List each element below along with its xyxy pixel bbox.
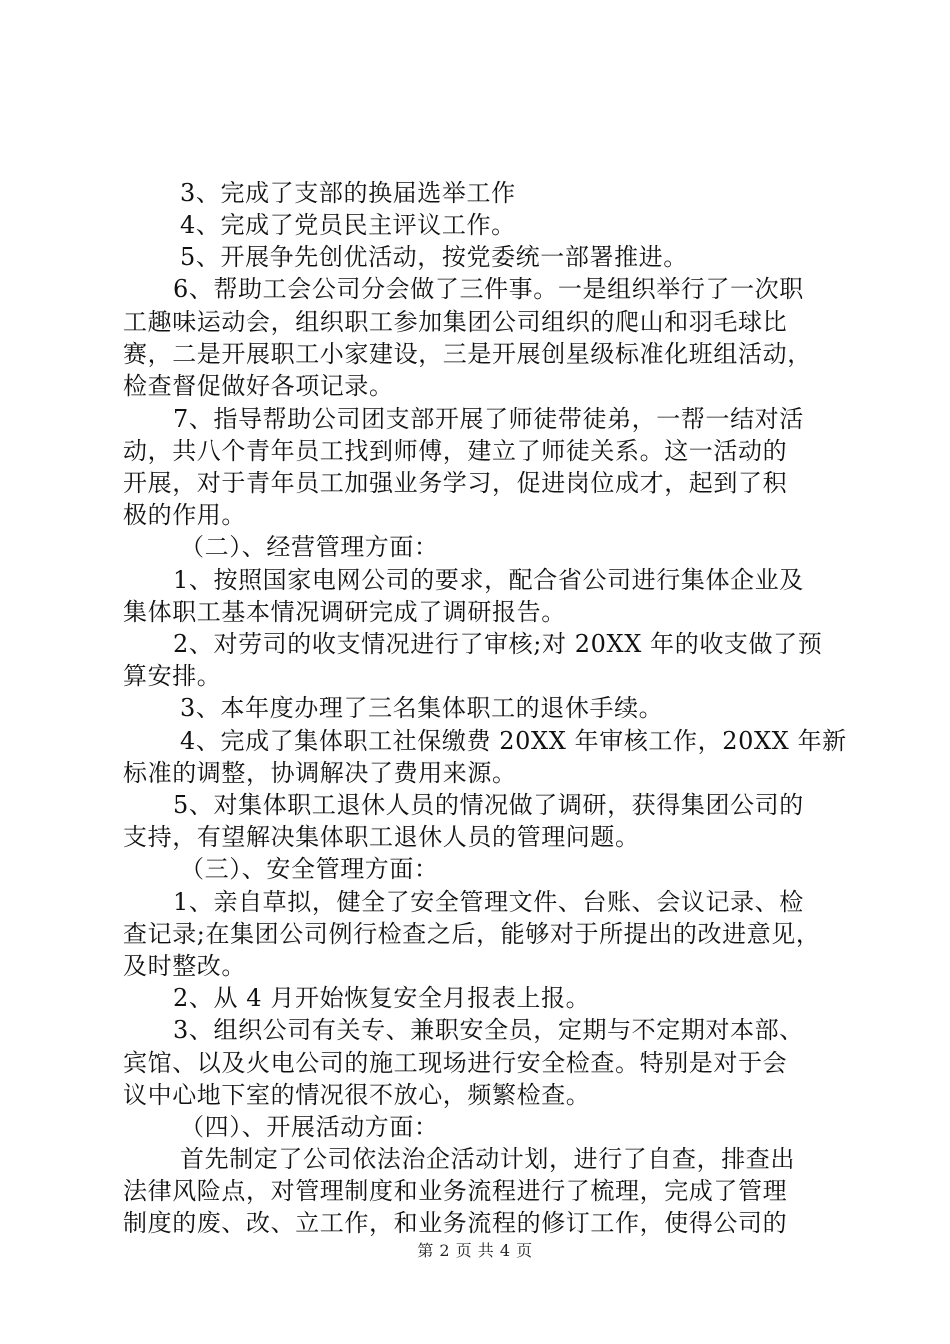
- line-text: 赛，二是开展职工小家建设，三是开展创星级标准化班组活动，: [123, 340, 812, 368]
- line-text: 算安排。: [123, 662, 222, 690]
- paragraph-line: [0, 563, 950, 597]
- line-text: 检查督促做好各项记录。: [123, 372, 394, 400]
- paragraph-line: [0, 337, 950, 371]
- paragraph-line: [0, 820, 950, 854]
- paragraph-line: [0, 402, 950, 436]
- paragraph-line: [0, 724, 950, 758]
- paragraph-line: [0, 1046, 950, 1080]
- paragraph-line: [0, 1078, 950, 1112]
- line-text: （三）、安全管理方面：: [180, 855, 439, 883]
- line-text: 4、完成了党员民主评议工作。: [180, 211, 516, 239]
- line-text: 3、完成了支部的换届选举工作: [180, 179, 516, 207]
- line-text: 3、本年度办理了三名集体职工的退休手续。: [180, 694, 664, 722]
- line-text: 动，共八个青年员工找到师傅，建立了师徒关系。这一活动的: [123, 437, 788, 465]
- line-text: 5、开展争先创优活动，按党委统一部署推进。: [180, 243, 688, 271]
- line-text: 1、亲自草拟，健全了安全管理文件、台账、会议记录、检: [173, 888, 804, 916]
- section-heading: [0, 530, 950, 564]
- line-text: 首先制定了公司依法治企活动计划，进行了自查，排查出: [180, 1145, 795, 1173]
- paragraph-line: [0, 885, 950, 919]
- paragraph-line: [0, 369, 950, 403]
- line-text: 工趣味运动会，组织职工参加集团公司组织的爬山和羽毛球比: [123, 308, 788, 336]
- line-text: 1、按照国家电网公司的要求，配合省公司进行集体企业及: [173, 566, 804, 594]
- paragraph-line: [0, 1142, 950, 1176]
- paragraph-line: [0, 627, 950, 661]
- line-text: 议中心地下室的情况很不放心，频繁检查。: [123, 1081, 591, 1109]
- section-heading: [0, 852, 950, 886]
- page-footer: [0, 1240, 950, 1262]
- line-text: 宾馆、以及火电公司的施工现场进行安全检查。特别是对于会: [123, 1049, 788, 1077]
- line-text: 法律风险点，对管理制度和业务流程进行了梳理，完成了管理: [123, 1177, 788, 1205]
- paragraph-line: [0, 305, 950, 339]
- line-text: 查记录;在集团公司例行检查之后，能够对于所提出的改进意见，: [123, 920, 821, 948]
- paragraph-line: [0, 788, 950, 822]
- paragraph-line: [0, 176, 950, 210]
- line-text: 制度的废、改、立工作，和业务流程的修订工作，使得公司的: [123, 1209, 788, 1237]
- line-text: 6、帮助工会公司分会做了三件事。一是组织举行了一次职: [173, 275, 804, 303]
- line-text: 标准的调整，协调解决了费用来源。: [123, 759, 517, 787]
- page-number-label: 第 2 页 共 4 页: [417, 1241, 533, 1260]
- paragraph-line: [0, 981, 950, 1015]
- line-text: 及时整改。: [123, 952, 246, 980]
- paragraph-line: [0, 208, 950, 242]
- paragraph-line: [0, 1013, 950, 1047]
- paragraph-line: [0, 691, 950, 725]
- paragraph-line: [0, 659, 950, 693]
- paragraph-line: [0, 756, 950, 790]
- paragraph-line: [0, 466, 950, 500]
- line-text: 开展，对于青年员工加强业务学习，促进岗位成才，起到了积: [123, 469, 788, 497]
- line-text: 7、指导帮助公司团支部开展了师徒带徒弟，一帮一结对活: [173, 405, 804, 433]
- line-text: （四）、开展活动方面：: [180, 1113, 439, 1141]
- paragraph-line: [0, 498, 950, 532]
- paragraph-line: [0, 595, 950, 629]
- line-text: 4、完成了集体职工社保缴费 20XX 年审核工作，20XX 年新: [180, 727, 847, 755]
- paragraph-line: [0, 434, 950, 468]
- paragraph-line: [0, 1174, 950, 1208]
- line-text: 3、组织公司有关专、兼职安全员，定期与不定期对本部、: [173, 1016, 804, 1044]
- line-text: 支持，有望解决集体职工退休人员的管理问题。: [123, 823, 640, 851]
- line-text: 集体职工基本情况调研完成了调研报告。: [123, 598, 566, 626]
- paragraph-line: [0, 272, 950, 306]
- line-text: 2、对劳司的收支情况进行了审核;对 20XX 年的收支做了预: [173, 630, 823, 658]
- line-text: 5、对集体职工退休人员的情况做了调研，获得集团公司的: [173, 791, 804, 819]
- paragraph-line: [0, 949, 950, 983]
- paragraph-line: [0, 1206, 950, 1240]
- line-text: （二）、经营管理方面：: [180, 533, 439, 561]
- line-text: 极的作用。: [123, 501, 246, 529]
- paragraph-line: [0, 240, 950, 274]
- section-heading: [0, 1110, 950, 1144]
- paragraph-line: [0, 917, 950, 951]
- line-text: 2、从 4 月开始恢复安全月报表上报。: [173, 984, 591, 1012]
